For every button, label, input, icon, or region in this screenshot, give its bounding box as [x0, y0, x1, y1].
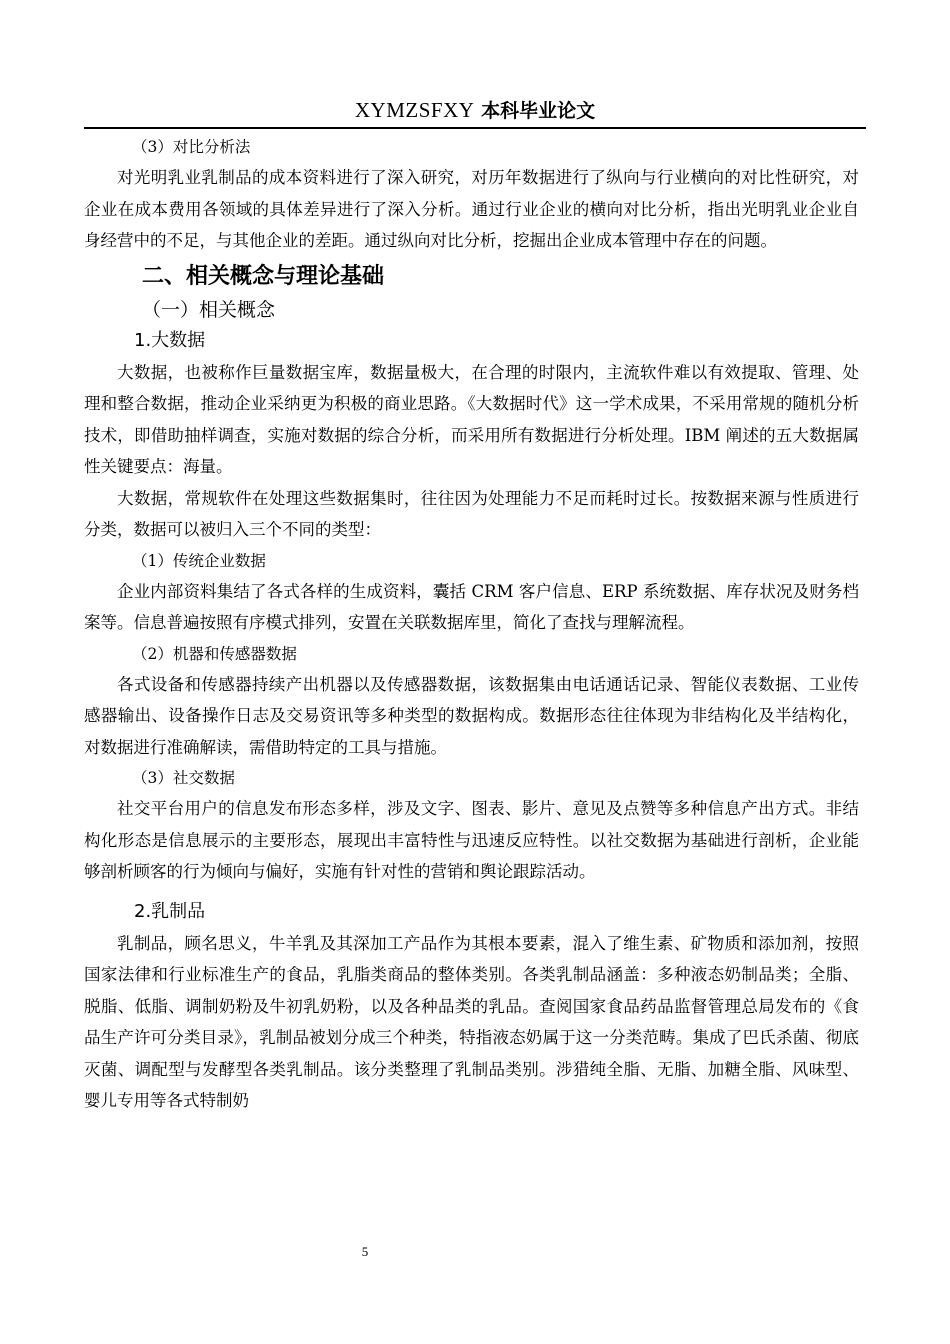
body-paragraph: 社交平台用户的信息发布形态多样，涉及文字、图表、影片、意见及点赞等多种信息产出方式。非结构化形态是信息展示的主要形态，展现出丰富特性与迅速反应特性。以社交数据为基础进行剖析，企业能够剖析顾客的行为倾向与偏好，实施有针对性的营销和舆论跟踪活动。: [84, 799, 859, 881]
body-paragraph: 大数据，常规软件在处理这些数据集时，往往因为处理能力不足而耗时过长。按数据来源与性质进行分类，数据可以被归入三个不同的类型：: [84, 488, 859, 539]
topic-title: 2.乳制品: [134, 900, 206, 922]
body-paragraph: 大数据，也被称作巨量数据宝库，数据量极大，在合理的时限内，主流软件难以有效提取、管理、处理和整合数据，推动企业采纳更为积极的商业思路。《大数据时代》这一学术成果，不采用常规的随机分析技术，即借助抽样调查，实施对数据的综合分析，而采用所有数据进行分析处理。IBM 阐述的五大数据属性关键要点：海量。: [84, 362, 859, 476]
subsection-heading: （1）传统企业数据: [132, 551, 266, 570]
subsection-heading: （2）机器和传感器数据: [132, 644, 297, 663]
page-number: 5: [361, 1244, 369, 1259]
body-paragraph: 乳制品，顾名思义，牛羊乳及其深加工产品作为其根本要素，混入了维生素、矿物质和添加剂，按照国家法律和行业标准生产的食品，乳脂类商品的整体类别。各类乳制品涵盖：多种液态奶制品类；全脂、脱脂、低脂、调制奶粉及牛初乳奶粉，以及各种品类的乳品。查阅国家食品药品监督管理总局发布的《食品生产许可分类目录》，乳制品被划分成三个种类，特指液态奶属于这一分类范畴。集成了巴氏杀菌、彻底灭菌、调配型与发酵型各类乳制品。该分类整理了乳制品类别。涉猎纯全脂、无脂、加糖全脂、风味型、婴儿专用等各式特制奶: [84, 933, 859, 1110]
body-paragraph: 企业内部资料集结了各式各样的生成资料，囊括 CRM 客户信息、ERP 系统数据、库存状况及财务档案等。信息普遍按照有序模式排列，安置在关联数据库里，简化了查找与理解流程。: [84, 581, 859, 632]
body-paragraph: 各式设备和传感器持续产出机器以及传感器数据，该数据集由电话通话记录、智能仪表数据、工业传感器输出、设备操作日志及交易资讯等多种类型的数据构成。数据形态往往体现为非结构化及半结构化，对数据进行准确解读，需借助特定的工具与措施。: [84, 674, 859, 757]
page-body: [84, 132, 859, 1117]
chapter-title: 二、相关概念与理论基础: [142, 263, 385, 289]
page-header: [84, 96, 866, 129]
subsection-heading: （3）对比分析法: [132, 138, 251, 156]
topic-title: 1.大数据: [134, 329, 206, 351]
header-title-en: XYMZSFXY: [354, 98, 475, 122]
section-title: （一）相关概念: [142, 298, 276, 321]
body-paragraph: 对光明乳业乳制品的成本资料进行了深入研究，对历年数据进行了纵向与行业横向的对比性研究，对企业在成本费用各领域的具体差异进行了深入分析。通过行业企业的横向对比分析，指出光明乳业企业自身经营中的不足，与其他企业的差距。通过纵向对比分析，挖掘出企业成本管理中存在的问题。: [84, 168, 859, 250]
subsection-heading: （3）社交数据: [132, 769, 235, 787]
header-title-zh: 本科毕业论文: [481, 100, 596, 122]
